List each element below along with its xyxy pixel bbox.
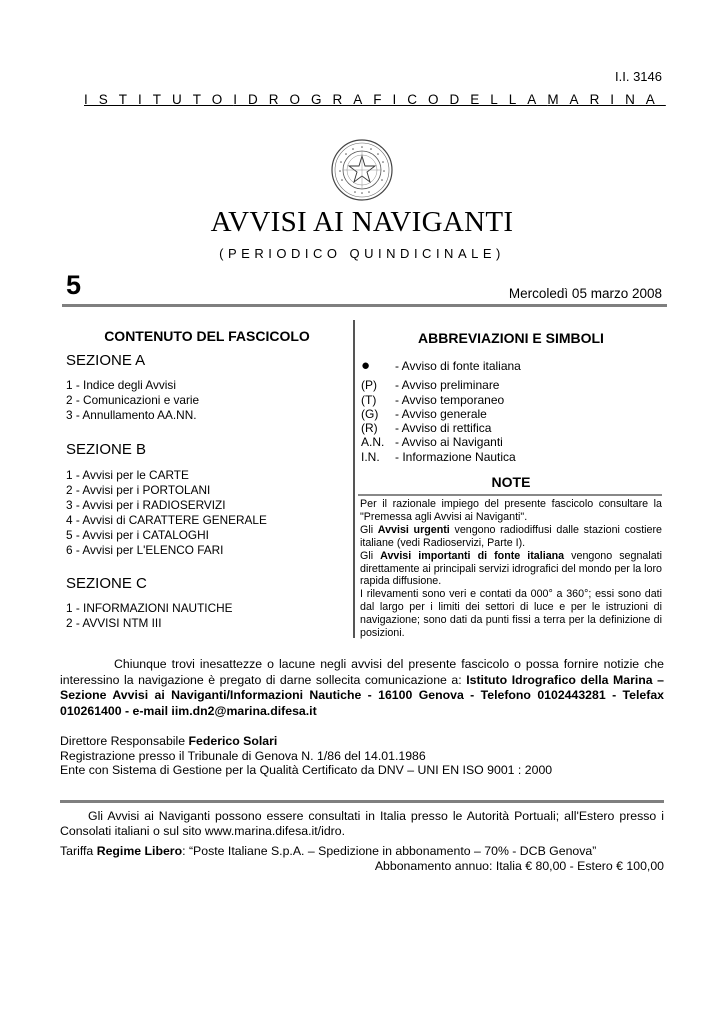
tariff-regime: Regime Libero <box>96 844 183 858</box>
note-emphasis: Avvisi importanti di fonte italiana <box>380 549 565 562</box>
note-text: Gli <box>360 523 378 536</box>
list-item: 3 - Avvisi per i RADIOSERVIZI <box>66 498 226 512</box>
list-item: 3 - Annullamento AA.NN. <box>66 408 197 422</box>
list-item: 1 - Indice degli Avvisi <box>66 378 176 392</box>
note-paragraph: Per il razionale impiego del presente fascicolo consultare la "Premessa agli Avvisi ai Naviganti". <box>360 498 662 523</box>
column-divider <box>353 320 355 638</box>
note-text: vengono segnalati direttamente ai principali servizi idrografici del mondo per la loro rapida diffusione. <box>360 549 662 588</box>
institute-word: ISTITUTO <box>84 92 234 107</box>
director-line <box>60 734 552 749</box>
institute-word: MARINA <box>547 92 666 107</box>
section-b-title: SEZIONE B <box>66 441 147 458</box>
list-item: 4 - Avvisi di CARATTERE GENERALE <box>66 513 267 527</box>
subscription-line: Abbonamento annuo: Italia € 80,00 - Estero € 100,00 <box>374 859 664 873</box>
tariff-text: : “Poste Italiane S.p.A. – Spedizione in abbonamento – 70% - DCB Genova” <box>182 844 597 858</box>
list-item: 2 - AVVISI NTM III <box>66 616 162 630</box>
issue-number: 5 <box>66 270 82 300</box>
list-item: 1 - INFORMAZIONI NAUTICHE <box>66 601 233 615</box>
abbreviation-row <box>361 378 521 392</box>
abbreviations-list <box>361 359 521 464</box>
abbreviation-desc: - Avviso di fonte italiana <box>395 359 521 373</box>
list-item: 2 - Comunicazioni e varie <box>66 393 200 407</box>
institute-word: IDROGRAFICO <box>233 92 450 107</box>
abbreviations-heading: ABBREVIAZIONI E SIMBOLI <box>418 330 604 346</box>
abbreviation-row <box>361 359 521 373</box>
list-item: 6 - Avvisi per L'ELENCO FARI <box>66 543 224 557</box>
list-item: 2 - Avvisi per i PORTOLANI <box>66 483 211 497</box>
section-a-title: SEZIONE A <box>66 352 146 369</box>
note-paragraph: I rilevamenti sono veri e contati da 000° a 360°; essi sono dati dal largo per i limiti dei settori di luce e per le istruzioni di navigazione; sono dati da punti fissi a terra per la definizione di posizioni. <box>360 588 662 640</box>
registration-line: Registrazione presso il Tribunale di Genova N. 1/86 del 14.01.1986 <box>60 748 426 763</box>
director-name: Federico Solari <box>188 734 278 748</box>
institute-name <box>84 92 666 107</box>
note-paragraph <box>360 524 662 550</box>
institute-word: DELLA <box>449 92 548 107</box>
header-divider <box>62 304 667 307</box>
abbreviation-row <box>361 407 521 421</box>
section-a-list <box>66 378 199 423</box>
abbreviation-desc: - Avviso di rettifica <box>395 421 492 436</box>
abbreviation-key: (R) <box>361 421 378 436</box>
consult-text: Gli Avvisi ai Naviganti possono essere consultati in Italia presso le Autorità Portuali; all'Estero presso i Consolati italiani o sul sito www.marina.difesa.it/idro. <box>60 809 664 839</box>
abbreviation-key: (P) <box>361 378 377 393</box>
abbreviation-desc: - Avviso preliminare <box>395 378 500 393</box>
note-paragraph <box>360 550 662 589</box>
section-b-list <box>66 468 267 558</box>
abbreviation-key: I.N. <box>361 449 380 464</box>
note-emphasis: Avvisi urgenti <box>377 523 450 536</box>
abbreviation-row <box>361 435 521 449</box>
note-divider <box>358 494 662 496</box>
abbreviation-row <box>361 393 521 407</box>
abbreviation-desc: - Avviso ai Naviganti <box>395 435 503 450</box>
section-c-title: SEZIONE C <box>66 575 147 592</box>
contact-paragraph <box>60 657 664 719</box>
page-subtitle: (PERIODICO QUINDICINALE) <box>219 246 505 261</box>
publication-info <box>60 734 552 778</box>
institute-seal-logo <box>331 139 393 201</box>
list-item: 1 - Avvisi per le CARTE <box>66 468 189 482</box>
quality-line: Ente con Sistema di Gestione per la Qualità Certificato da DNV – UNI EN ISO 9001 : 2000 <box>60 763 553 778</box>
note-text: vengono radiodiffusi dalle stazioni costiere italiane (vedi Radioservizi, Parte I). <box>360 523 663 549</box>
contact-details: Istituto Idrografico della Marina – Sezione Avvisi ai Naviganti/Informazioni Nautiche - 16100 Genova - Telefono 0102443281 - Telefax 010261400 - e-mail iim.dn2@marina.difesa.it <box>60 672 664 718</box>
tariff-label: Tariffa <box>60 844 97 858</box>
issue-date: Mercoledì 05 marzo 2008 <box>508 286 662 301</box>
abbreviation-desc: - Avviso temporaneo <box>395 392 505 407</box>
note-heading: NOTE <box>491 474 531 490</box>
page-title: AVVISI AI NAVIGANTI <box>210 206 514 238</box>
footer-divider <box>60 800 664 803</box>
list-item: 5 - Avvisi per i CATALOGHI <box>66 528 209 542</box>
abbreviation-key: A.N. <box>361 435 385 450</box>
tariff-line <box>60 844 596 859</box>
abbreviation-row <box>361 421 521 435</box>
abbreviation-desc: - Avviso generale <box>395 406 487 421</box>
note-body <box>360 498 662 640</box>
bullet-icon: ● <box>361 357 371 374</box>
document-reference: I.I. 3146 <box>615 69 662 84</box>
note-text: Gli <box>360 549 381 562</box>
abbreviation-desc: - Informazione Nautica <box>395 449 516 464</box>
contents-heading: CONTENUTO DEL FASCICOLO <box>104 328 310 344</box>
director-label: Direttore Responsabile <box>60 734 189 748</box>
abbreviation-row <box>361 450 521 464</box>
contact-text: Chiunque trovi inesattezze o lacune negli avvisi del presente fascicolo o possa fornire notizie che interessino la navigazione è pregato di darne sollecita comunicazione a: <box>60 657 664 687</box>
consult-paragraph <box>60 809 664 840</box>
section-c-list <box>66 601 232 631</box>
abbreviation-key: (T) <box>361 392 377 407</box>
abbreviation-key: (G) <box>361 406 379 421</box>
